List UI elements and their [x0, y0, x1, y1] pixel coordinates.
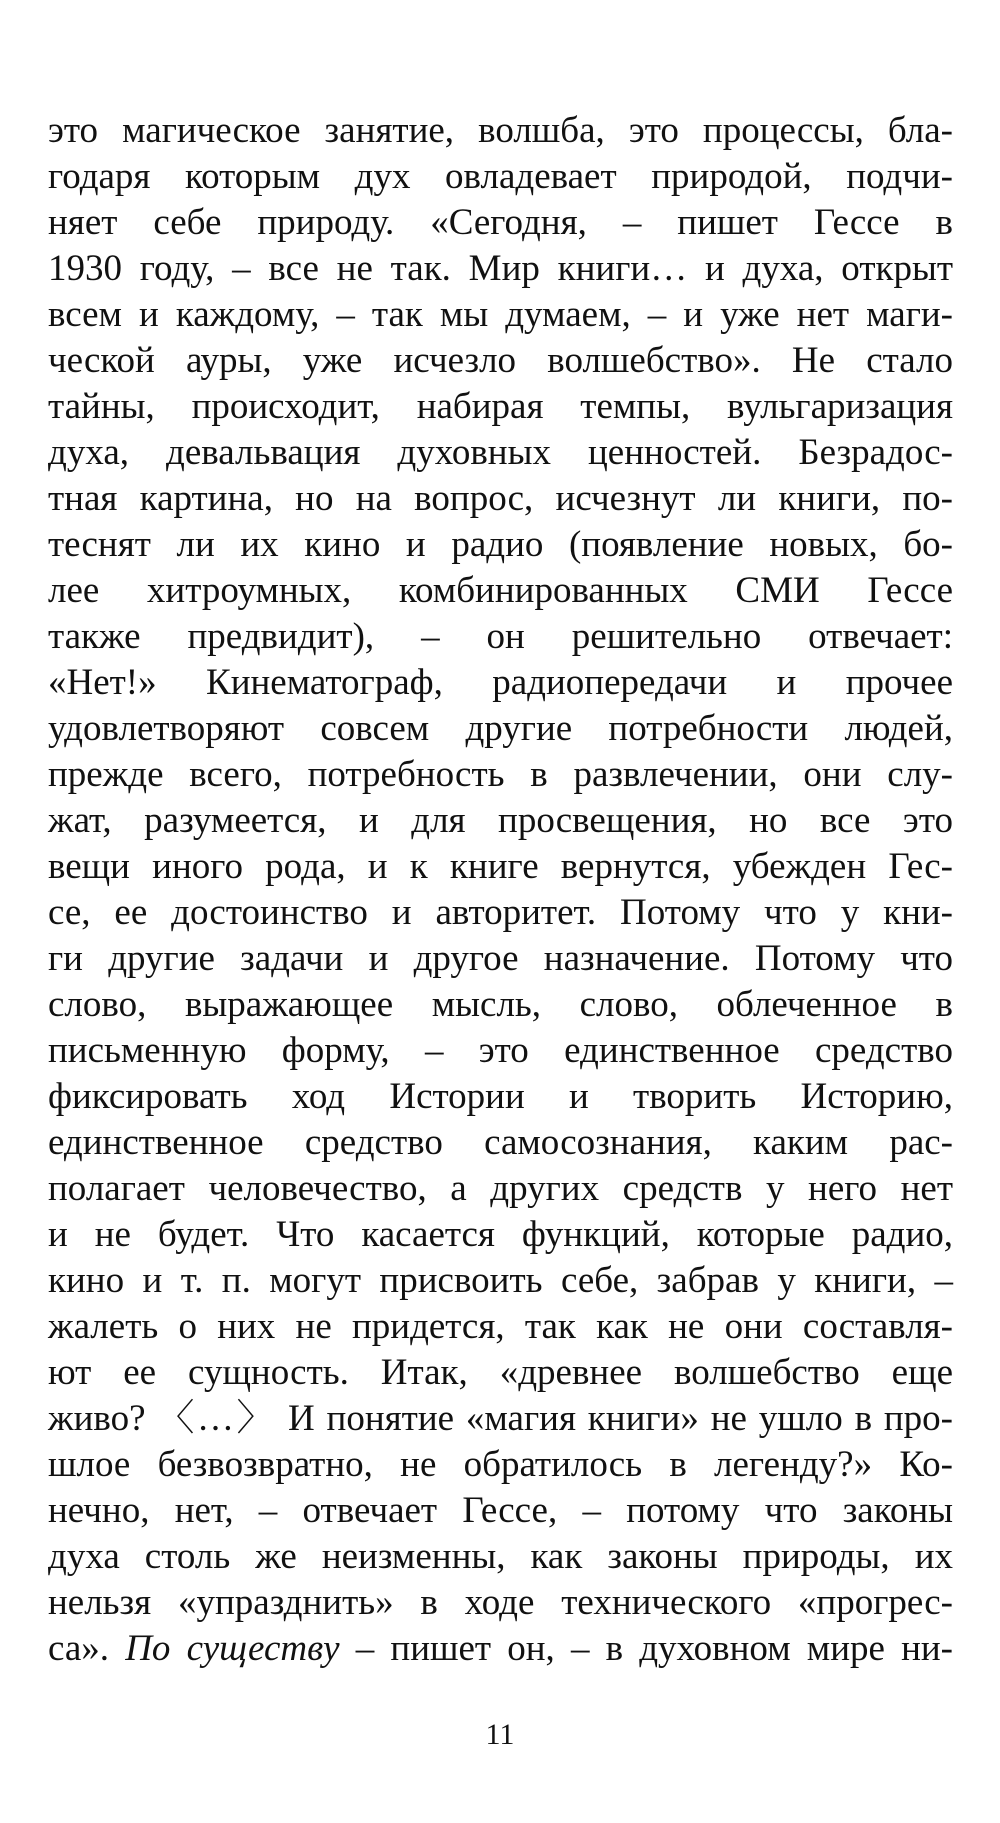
text-line: жат, разумеется, и для просвещения, но все это	[48, 800, 953, 841]
text-line: ют ее сущность. Итак, «древнее волшебство еще	[48, 1352, 953, 1393]
text-line: всем и каждому, – так мы думаем, – и уже нет маги-	[48, 294, 953, 335]
text-line: также предвидит), – он решительно отвечает:	[48, 616, 953, 657]
text-line: духа, девальвация духовных ценностей. Безрадос-	[48, 432, 953, 473]
text-line-last	[48, 1626, 953, 1672]
text-line: 1930 году, – все не так. Мир книги… и духа, открыт	[48, 248, 953, 289]
text-line: полагает человечество, а других средств у него нет	[48, 1168, 953, 1209]
text-segment: са».	[48, 1628, 126, 1669]
text-line: и не будет. Что касается функций, которые радио,	[48, 1214, 953, 1255]
text-line: ческой ауры, уже исчезло волшебство». Не стало	[48, 340, 953, 381]
text-line: тная картина, но на вопрос, исчезнут ли книги, по-	[48, 478, 953, 519]
text-line: жалеть о них не придется, так как не они составля-	[48, 1306, 953, 1347]
text-line: нечно, нет, – отвечает Гессе, – потому что законы	[48, 1490, 953, 1531]
text-line: фиксировать ход Истории и творить Историю,	[48, 1076, 953, 1117]
text-line: единственное средство самосознания, каким рас-	[48, 1122, 953, 1163]
italic-phrase: По существу	[125, 1628, 340, 1669]
text-line: прежде всего, потребность в развлечении, они слу-	[48, 754, 953, 795]
body-text	[48, 108, 953, 1672]
page-number: 11	[485, 1718, 515, 1751]
text-line: духа столь же неизменны, как законы природы, их	[48, 1536, 953, 1577]
text-segment: – пишет он, – в духовном мире ни-	[339, 1628, 953, 1669]
text-line: удовлетворяют совсем другие потребности людей,	[48, 708, 953, 749]
text-line: тайны, происходит, набирая темпы, вульгаризация	[48, 386, 953, 427]
text-line: слово, выражающее мысль, слово, облеченное в	[48, 984, 953, 1025]
text-line: лее хитроумных, комбинированных СМИ Гессе	[48, 570, 953, 611]
text-line: ги другие задачи и другое назначение. Потому что	[48, 938, 953, 979]
text-line: это магическое занятие, волшба, это процессы, бла-	[48, 110, 953, 151]
text-line: письменную форму, – это единственное средство	[48, 1030, 953, 1071]
text-line: теснят ли их кино и радио (появление новых, бо-	[48, 524, 953, 565]
text-line: шлое безвозвратно, не обратилось в легенду?» Ко-	[48, 1444, 953, 1485]
text-line: вещи иного рода, и к книге вернутся, убежден Гес-	[48, 846, 953, 887]
text-line: нельзя «упразднить» в ходе технического «прогрес-	[48, 1582, 953, 1623]
text-line: се, ее достоинство и авторитет. Потому что у кни-	[48, 892, 953, 933]
text-line: няет себе природу. «Сегодня, – пишет Гессе в	[48, 202, 953, 243]
text-line: годаря которым дух овладевает природой, подчи-	[48, 156, 953, 197]
text-line: «Нет!» Кинематограф, радиопередачи и прочее	[48, 662, 953, 703]
text-line: живо? 〈…〉 И понятие «магия книги» не ушло в про-	[48, 1398, 953, 1439]
text-line: кино и т. п. могут присвоить себе, забрав у книги, –	[48, 1260, 953, 1301]
